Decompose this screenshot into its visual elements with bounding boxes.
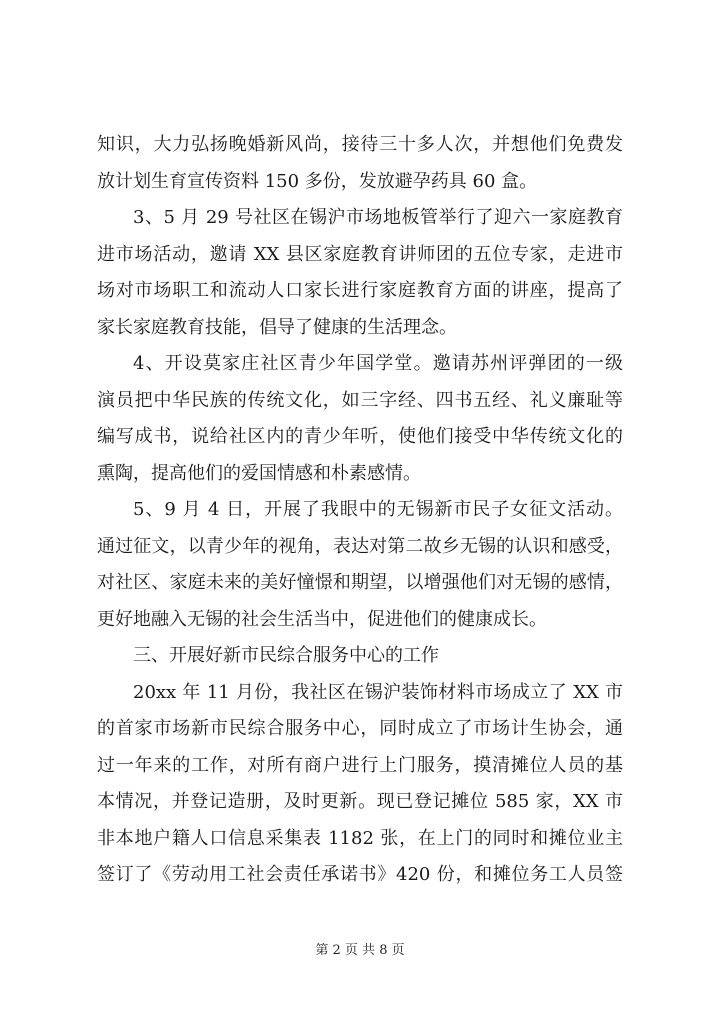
text-line: 场对市场职工和流动人口家长进行家庭教育方面的讲座，提高了 [97, 280, 623, 301]
text-line: 的首家市场新市民综合服务中心，同时成立了市场计生协会，通 [97, 718, 623, 739]
text-line: 4、开设莫家庄社区青少年国学堂。邀请苏州评弹团的一级 [133, 353, 623, 374]
text-line: 非本地户籍人口信息采集表 1182 张，在上门的同时和摊位业主 [97, 827, 623, 849]
text-line: 知识，大力弘扬晚婚新风尚，接待三十多人次，并想他们免费发 [97, 134, 623, 155]
text-line: 对社区、家庭未来的美好憧憬和期望，以增强他们对无锡的感情， [97, 572, 623, 593]
page-footer: 第 2 页 共 8 页 [315, 943, 405, 958]
text-line: 编写成书，说给社区内的青少年听，使他们接受中华传统文化的 [97, 426, 623, 447]
text-line: 3、5 月 29 号社区在锡沪市场地板管举行了迎六一家庭教育 [133, 207, 623, 228]
text-line: 本情况，并登记造册，及时更新。现已登记摊位 585 家，XX 市 [97, 791, 623, 812]
text-line: 进市场活动，邀请 XX 县区家庭教育讲师团的五位专家，走进市 [97, 243, 623, 265]
text-line: 三、开展好新市民综合服务中心的工作 [133, 645, 439, 666]
text-line: 5、9 月 4 日，开展了我眼中的无锡新市民子女征文活动。 [133, 499, 623, 520]
text-line: 家长家庭教育技能，倡导了健康的生活理念。 [97, 316, 457, 338]
text-line: 演员把中华民族的传统文化，如三字经、四书五经、礼义廉耻等 [97, 389, 623, 411]
text-line: 通过征文，以青少年的视角，表达对第二故乡无锡的认识和感受， [97, 535, 623, 557]
text-line: 20xx 年 11 月份，我社区在锡沪装饰材料市场成立了 XX 市 [133, 681, 623, 703]
text-line: 过一年来的工作，对所有商户进行上门服务，摸清摊位人员的基 [97, 754, 623, 776]
text-line: 熏陶，提高他们的爱国情感和朴素感情。 [97, 462, 421, 484]
document-body [97, 127, 623, 894]
text-line: 更好地融入无锡的社会生活当中，促进他们的健康成长。 [97, 608, 547, 630]
text-line: 放计划生育宣传资料 150 多份，发放避孕药具 60 盒。 [97, 170, 538, 192]
text-line: 签订了《劳动用工社会责任承诺书》420 份，和摊位务工人员签 [97, 864, 623, 885]
